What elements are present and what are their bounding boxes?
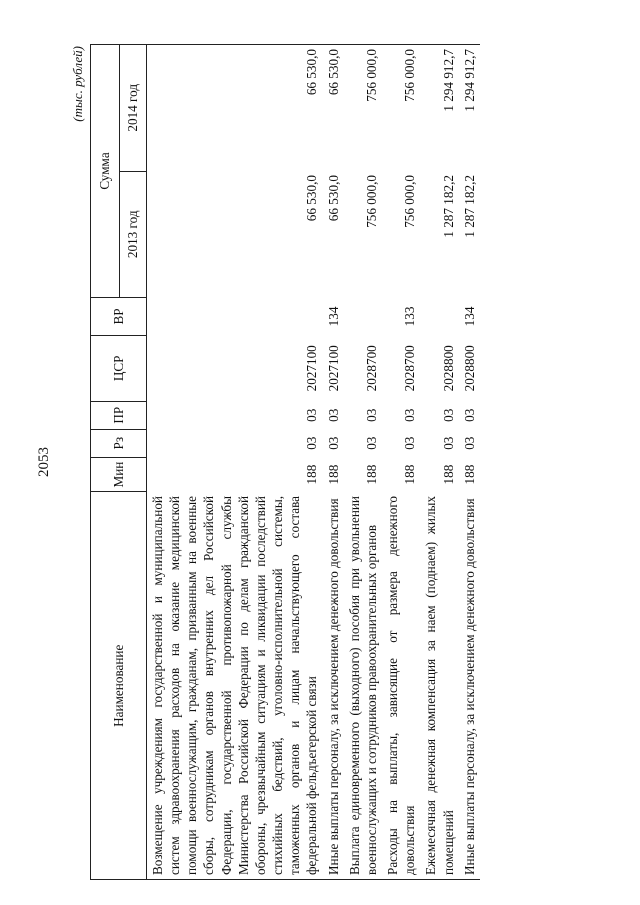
row-name-cell: Выплата единовременного (выходного) пособия при увольнении военнослужащих и сотрудников правоохранительных органов	[344, 492, 382, 880]
row-min-cell: 188	[461, 464, 477, 485]
budget-table	[90, 44, 480, 880]
row-2013-cell: 1 287 182,2	[440, 175, 456, 238]
header-vr: ВР	[91, 297, 147, 335]
row-name-cell: Расходы на выплаты, зависящие от размера денежного довольствия	[382, 492, 420, 880]
row-2014-cell: 756 000,0	[382, 45, 420, 172]
row-pr-cell: 03	[304, 408, 320, 422]
rotated-sheet	[30, 32, 590, 892]
row-vr-cell	[344, 297, 382, 335]
row-csr-cell: 2028800	[461, 345, 477, 392]
header-rz: Рз	[91, 429, 147, 457]
header-csr: ЦСР	[91, 335, 147, 401]
row-pr-cell: 03	[440, 408, 456, 422]
header-year-2014: 2014 год	[120, 45, 147, 172]
row-pr-cell: 03	[461, 408, 477, 422]
row-min-cell: 188	[325, 464, 341, 485]
row-2014-cell: 756 000,0	[344, 45, 382, 172]
row-name-cell: Иные выплаты персоналу, за исключением денежного довольствия	[323, 492, 344, 880]
header-year-2013: 2013 год	[120, 171, 147, 297]
row-min-cell: 188	[440, 464, 456, 485]
row-2014-cell: 1 294 912,7	[459, 45, 480, 172]
row-2013-cell: 756 000,0	[363, 175, 379, 228]
row-name-cell: Иные выплаты персоналу, за исключением денежного довольствия	[459, 492, 480, 880]
row-csr-cell: 2028700	[402, 345, 418, 392]
row-2014-cell: 66 530,0	[147, 45, 323, 172]
row-min-cell: 188	[304, 464, 320, 485]
row-pr-cell: 03	[402, 408, 418, 422]
row-rz-cell: 03	[304, 436, 320, 450]
row-rz-cell: 03	[440, 436, 456, 450]
row-vr-cell	[147, 297, 323, 335]
table-row	[323, 45, 344, 880]
row-csr-cell: 2027100	[325, 345, 341, 392]
row-rz-cell: 03	[461, 436, 477, 450]
header-sum: Сумма	[91, 45, 120, 298]
row-csr-cell: 2028800	[440, 345, 456, 392]
table-row	[420, 45, 458, 880]
table-row	[382, 45, 420, 880]
row-2014-cell: 1 294 912,7	[420, 45, 458, 172]
row-rz-cell: 03	[325, 436, 341, 450]
row-name-cell: Возмещение учреждениям государственной и муниципальной систем здравоохранения расходов на оказание медицинской помощи военнослужащим, гражданам, призванным на военные сборы, сотрудникам органов внутренних дел Российской Федерации, государственной противопожарной службы Министерства Российской Федерации по делам гражданской обороны, чрезвычайным ситуациям и ликвидации последствий стихийных бедствий, уголовно-исполнительной системы, таможенных органов и лицам начальствующего состава федеральной фельдъегерской связи	[147, 492, 323, 880]
row-2013-cell: 66 530,0	[325, 175, 341, 222]
units-label: (тыс. рублей)	[70, 46, 85, 122]
row-2013-cell: 756 000,0	[402, 175, 418, 228]
row-2013-cell: 1 287 182,2	[461, 175, 477, 238]
table-body	[147, 45, 480, 880]
row-2014-cell: 66 530,0	[323, 45, 344, 172]
row-2013-cell: 66 530,0	[304, 175, 320, 222]
row-vr-cell	[420, 297, 458, 335]
table-row	[459, 45, 480, 880]
header-name: Наименование	[91, 492, 147, 880]
row-rz-cell: 03	[402, 436, 418, 450]
header-min: Мин	[91, 457, 147, 492]
row-csr-cell: 2028700	[363, 345, 379, 392]
table-row	[344, 45, 382, 880]
row-vr-cell: 134	[325, 306, 341, 327]
row-csr-cell: 2027100	[304, 345, 320, 392]
header-pr: ПР	[91, 401, 147, 429]
row-vr-cell: 134	[461, 306, 477, 327]
row-vr-cell: 133	[402, 306, 418, 327]
page-number: 2053	[36, 447, 52, 477]
table-row	[147, 45, 323, 880]
row-rz-cell: 03	[363, 436, 379, 450]
row-min-cell: 188	[402, 464, 418, 485]
row-pr-cell: 03	[363, 408, 379, 422]
row-pr-cell: 03	[325, 408, 341, 422]
row-name-cell: Ежемесячная денежная компенсация за наем (поднаем) жилых помещений	[420, 492, 458, 880]
row-min-cell: 188	[363, 464, 379, 485]
